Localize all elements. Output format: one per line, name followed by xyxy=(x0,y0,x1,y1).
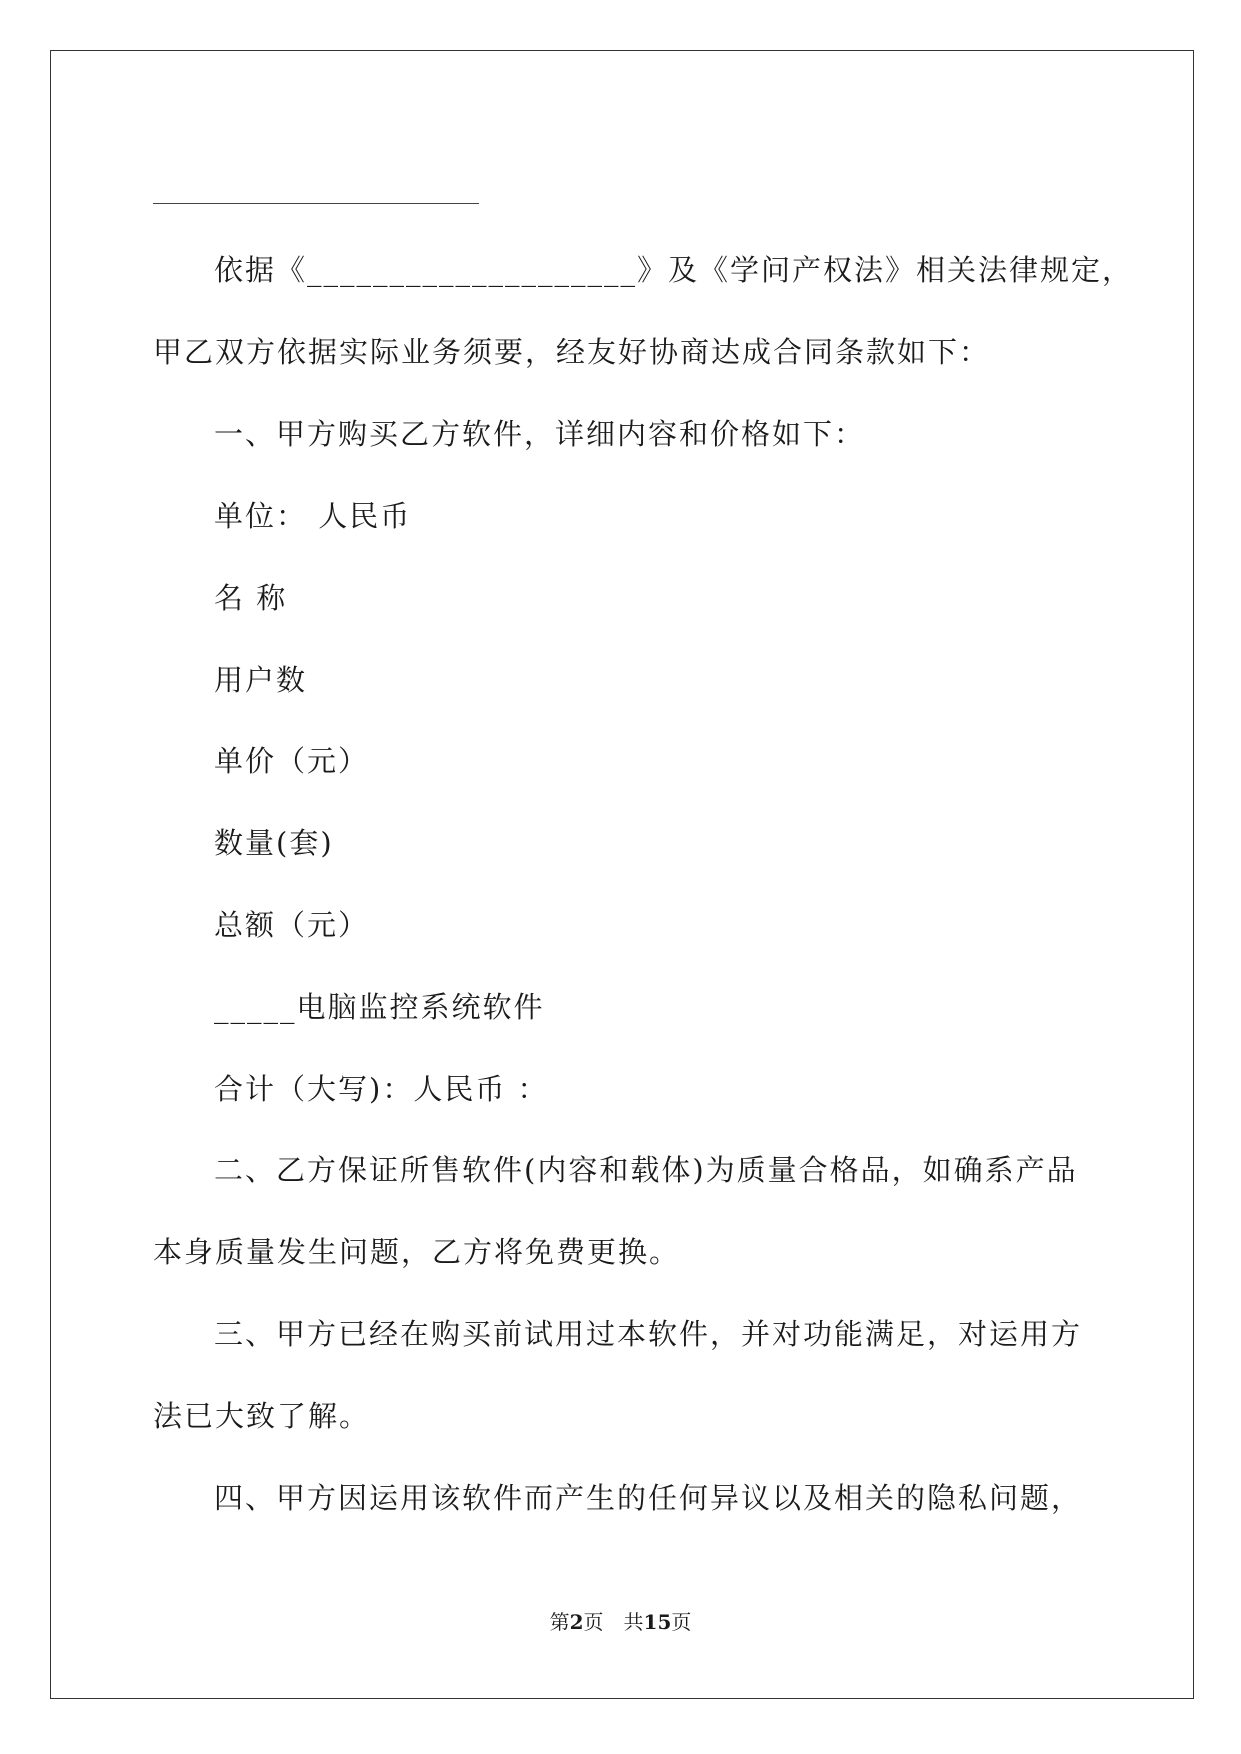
paragraph-line: 单位： 人民币 xyxy=(214,499,412,533)
paragraph-line: 本身质量发生问题，乙方将免费更换。 xyxy=(153,1235,681,1269)
paragraph-line: 一、甲方购买乙方软件，详细内容和价格如下： xyxy=(214,417,866,451)
paragraph-line: 合计（大写)：人民币 ： xyxy=(214,1072,549,1106)
blank-underline xyxy=(153,203,479,204)
paragraph-line: 法已大致了解。 xyxy=(153,1399,371,1433)
footer-prefix: 第 xyxy=(549,1610,570,1634)
paragraph-line: 用户数 xyxy=(214,663,308,697)
page-footer xyxy=(0,1610,1241,1634)
paragraph-line: 名 称 xyxy=(214,581,288,615)
paragraph-line: 依据《____________________》及《学问产权法》相关法律规定， xyxy=(214,253,1134,287)
page-border xyxy=(50,50,1194,1699)
paragraph-line: 总额（元） xyxy=(214,908,370,942)
paragraph-line: _____电脑监控系统软件 xyxy=(214,990,545,1024)
footer-total-pages: 15 xyxy=(643,1610,672,1634)
footer-middle: 页 共 xyxy=(583,1610,644,1634)
paragraph-line: 单价（元） xyxy=(214,744,370,778)
paragraph-line: 甲乙双方依据实际业务须要，经友好协商达成合同条款如下： xyxy=(153,335,991,369)
footer-page-number: 2 xyxy=(569,1610,584,1634)
paragraph-line: 数量(套) xyxy=(214,826,334,860)
paragraph-line: 二、乙方保证所售软件(内容和载体)为质量合格品，如确系产品 xyxy=(214,1153,1078,1187)
paragraph-line: 三、甲方已经在购买前试用过本软件，并对功能满足，对运用方 xyxy=(214,1317,1083,1351)
paragraph-line: 四、甲方因运用该软件而产生的任何异议以及相关的隐私问题， xyxy=(214,1481,1083,1515)
footer-suffix: 页 xyxy=(671,1610,692,1634)
